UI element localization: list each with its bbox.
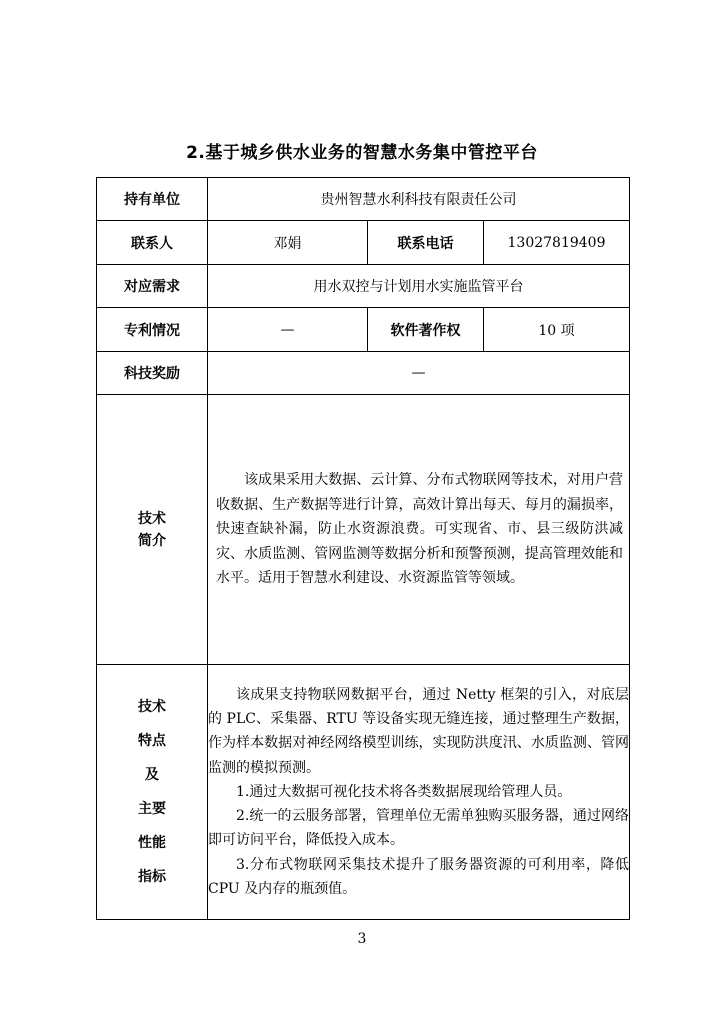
phone-value: 13027819409: [484, 221, 630, 265]
features-label-line: 及: [145, 767, 159, 783]
page-number: 3: [357, 931, 367, 947]
info-table: [96, 177, 630, 920]
features-label-line: 性能: [138, 835, 166, 851]
features-label-line: 特点: [138, 733, 166, 749]
contact-value: 邓娟: [208, 221, 368, 265]
table-row-intro: [97, 395, 630, 665]
table-row-award: [97, 352, 630, 395]
table-row-demand: [97, 265, 630, 308]
patent-label: 专利情况: [97, 308, 208, 352]
features-label-line: 技术: [138, 699, 166, 715]
contact-label: 联系人: [97, 221, 208, 265]
award-label: 科技奖励: [97, 352, 208, 395]
table-row-holder: [97, 178, 630, 221]
features-label-line: 指标: [138, 869, 166, 885]
phone-label: 联系电话: [368, 221, 484, 265]
features-cell: [208, 665, 630, 920]
patent-value: —: [208, 308, 368, 352]
table-row-patent: [97, 308, 630, 352]
demand-label: 对应需求: [97, 265, 208, 308]
software-label: 软件著作权: [368, 308, 484, 352]
features-label-line: 主要: [138, 801, 166, 817]
intro-cell: [208, 395, 630, 665]
features-paragraph: 3.分布式物联网采集技术提升了服务器资源的可利用率，降低 CPU 及内存的瓶颈值。: [208, 856, 630, 897]
intro-label: [97, 395, 208, 665]
features-paragraph: 2.统一的云服务部署，管理单位无需单独购买服务器，通过网络即可访问平台，降低投入成本。: [208, 808, 630, 849]
features-label: [97, 665, 208, 920]
intro-label-line: 简介: [138, 532, 166, 549]
intro-label-line: 技术: [138, 510, 166, 527]
demand-value: 用水双控与计划用水实施监管平台: [208, 265, 630, 308]
features-paragraph: 1.通过大数据可视化技术将各类数据展现给管理人员。: [236, 783, 572, 800]
table-row-contact: [97, 221, 630, 265]
holder-value: 贵州智慧水利科技有限责任公司: [208, 178, 630, 221]
holder-label: 持有单位: [97, 178, 208, 221]
software-value: 10 项: [484, 308, 630, 352]
document-title: 2.基于城乡供水业务的智慧水务集中管控平台: [186, 143, 538, 163]
intro-text: 该成果采用大数据、云计算、分布式物联网等技术，对用户营收数据、生产数据等进行计算，高效计算出每天、每月的漏损率，快速查缺补漏，防止水资源浪费。可实现省、市、县三级防洪减灾、水质监测、管网监测等数据分析和预警预测，提高管理效能和水平。适用于智慧水利建设、水资源监管等领域。: [216, 472, 624, 587]
award-value: —: [208, 352, 630, 395]
table-row-features: [97, 665, 630, 920]
features-paragraph: 该成果支持物联网数据平台，通过 Netty 框架的引入，对底层的 PLC、采集器、RTU 等设备实现无缝连接，通过整理生产数据，作为样本数据对神经网络模型训练，实现防洪度汛、水质监测、管网监测的模拟预测。: [208, 687, 630, 776]
